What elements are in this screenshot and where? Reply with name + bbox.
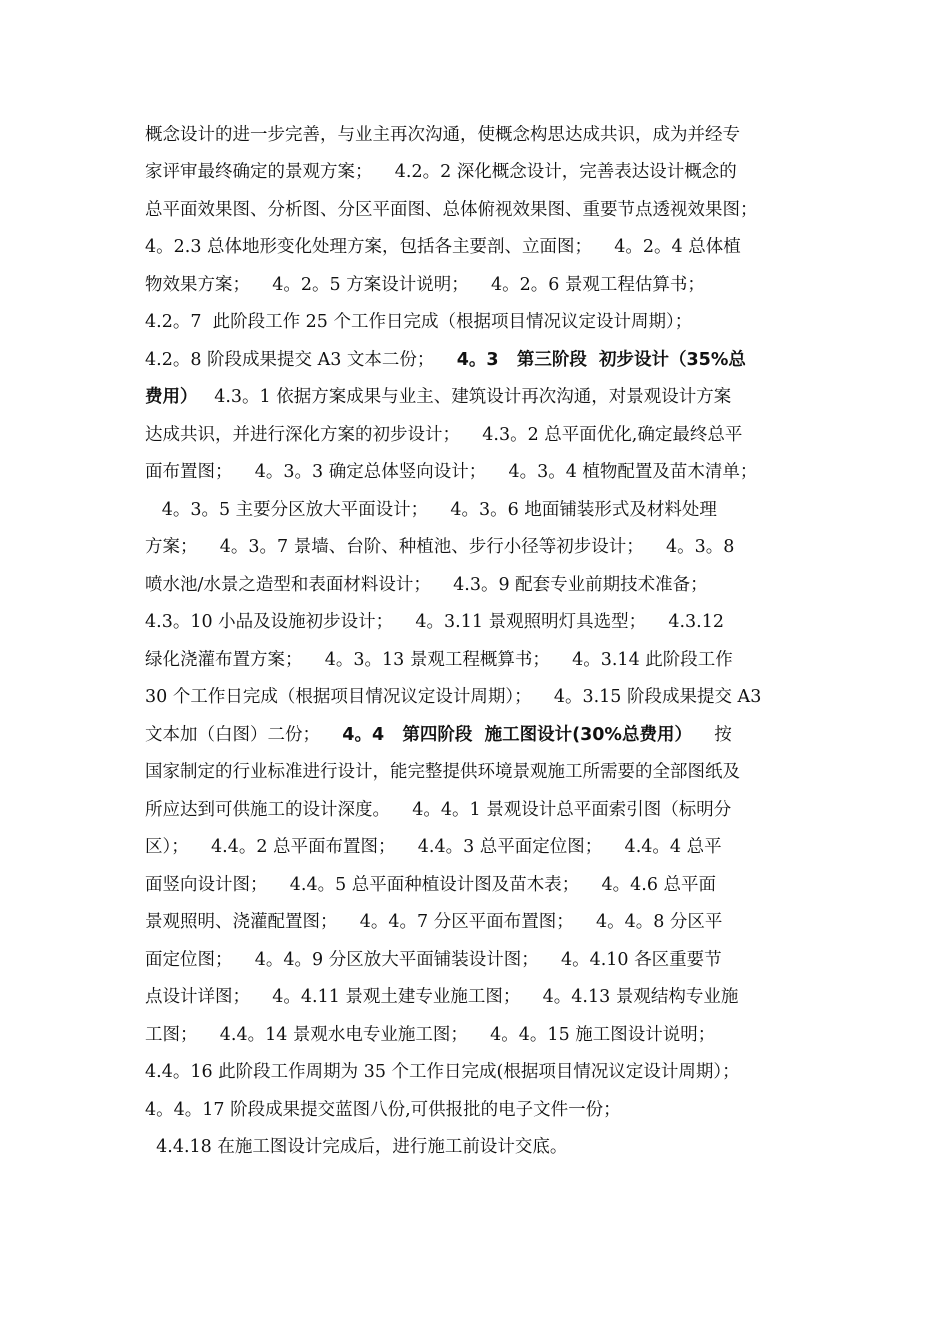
paragraph-line [145,684,810,710]
text-run: 所应达到可供施工的设计深度。 4。4。1 景观设计总平面索引图（标明分 [145,800,732,820]
text-run: 4。4。17 阶段成果提交蓝图八份,可供报批的电子文件一份； [145,1100,621,1120]
paragraph-line [145,572,810,598]
section-heading: 4。3 第三阶段 初步设计（35%总 [456,350,746,370]
paragraph-line [145,1059,810,1085]
paragraph-line [145,459,810,485]
paragraph-line [145,1022,810,1048]
text-run: 4.3。1 依据方案成果与业主、建筑设计再次沟通，对景观设计方案 [197,387,732,407]
paragraph-line [145,197,810,223]
paragraph-line [145,497,810,523]
paragraph-line [145,272,810,298]
text-run: 点设计详图； 4。4.11 景观土建专业施工图； 4。4.13 景观结构专业施 [145,987,739,1007]
text-run: 达成共识，并进行深化方案的初步设计； 4.3。2 总平面优化,确定最终总平 [145,425,743,445]
paragraph-line [145,647,810,673]
paragraph-line [145,909,810,935]
text-run: 4.2。8 阶段成果提交 A3 文本二份； [145,350,457,370]
paragraph-line [145,984,810,1010]
text-run: 概念设计的进一步完善，与业主再次沟通，使概念构思达成共识，成为并经专 [145,125,740,145]
text-run: 4.4。16 此阶段工作周期为 35 个工作日完成(根据项目情况议定设计周期）； [145,1062,740,1082]
text-run: 30 个工作日完成（根据项目情况议定设计周期）； 4。3.15 阶段成果提交 A3 [145,687,762,707]
paragraph-line [145,347,810,373]
paragraph-line [145,422,810,448]
text-run: 国家制定的行业标准进行设计，能完整提供环境景观施工所需要的全部图纸及 [145,762,740,782]
text-run: 景观照明、浇灌配置图； 4。4。7 分区平面布置图； 4。4。8 分区平 [145,912,723,932]
text-run: 4.2。7 此阶段工作 25 个工作日完成（根据项目情况议定设计周期）； [145,312,693,332]
paragraph-line [145,609,810,635]
paragraph-line [145,722,810,748]
paragraph-line [145,534,810,560]
paragraph-line [145,1134,810,1160]
text-run: 工图； 4.4。14 景观水电专业施工图； 4。4。15 施工图设计说明； [145,1025,716,1045]
text-run: 总平面效果图、分析图、分区平面图、总体俯视效果图、重要节点透视效果图； [145,200,758,220]
text-run: 4。2.3 总体地形变化处理方案，包括各主要剖、立面图； 4。2。4 总体植 [145,237,741,257]
text-run: 物效果方案； 4。2。5 方案设计说明； 4。2。6 景观工程估算书； [145,275,705,295]
paragraph-line [145,947,810,973]
text-run: 4.3。10 小品及设施初步设计； 4。3.11 景观照明灯具选型； 4.3.12 [145,612,724,632]
paragraph-line [145,309,810,335]
text-run: 区）； 4.4。2 总平面布置图； 4.4。3 总平面定位图； 4.4。4 总平 [145,837,722,857]
text-run: 喷水池/水景之造型和表面材料设计； 4.3。9 配套专业前期技术准备； [145,575,708,595]
text-run: 4.4.18 在施工图设计完成后，进行施工前设计交底。 [145,1137,568,1157]
paragraph-line [145,234,810,260]
paragraph-line [145,834,810,860]
paragraph-line [145,759,810,785]
text-run: 面定位图； 4。4。9 分区放大平面铺装设计图； 4。4.10 各区重要节 [145,950,722,970]
paragraph-line [145,872,810,898]
text-run: 面布置图； 4。3。3 确定总体竖向设计； 4。3。4 植物配置及苗木清单； [145,462,758,482]
paragraph-line [145,122,810,148]
text-run: 家评审最终确定的景观方案； 4.2。2 深化概念设计，完善表达设计概念的 [145,162,737,182]
text-run: 4。3。5 主要分区放大平面设计； 4。3。6 地面铺装形式及材料处理 [145,500,717,520]
paragraph-line [145,1097,810,1123]
text-run: 面竖向设计图； 4.4。5 总平面种植设计图及苗木表； 4。4.6 总平面 [145,875,717,895]
text-run: 绿化浇灌布置方案； 4。3。13 景观工程概算书； 4。3.14 此阶段工作 [145,650,733,670]
paragraph-line [145,159,810,185]
section-heading: 4。4 第四阶段 施工图设计(30%总费用） [342,725,692,745]
section-heading: 费用） [145,387,198,407]
paragraph-line [145,797,810,823]
text-run: 文本加（白图）二份； [145,725,343,745]
paragraph-line [145,384,810,410]
text-run: 按 [691,725,732,745]
text-run: 方案； 4。3。7 景墙、台阶、种植池、步行小径等初步设计； 4。3。8 [145,537,735,557]
